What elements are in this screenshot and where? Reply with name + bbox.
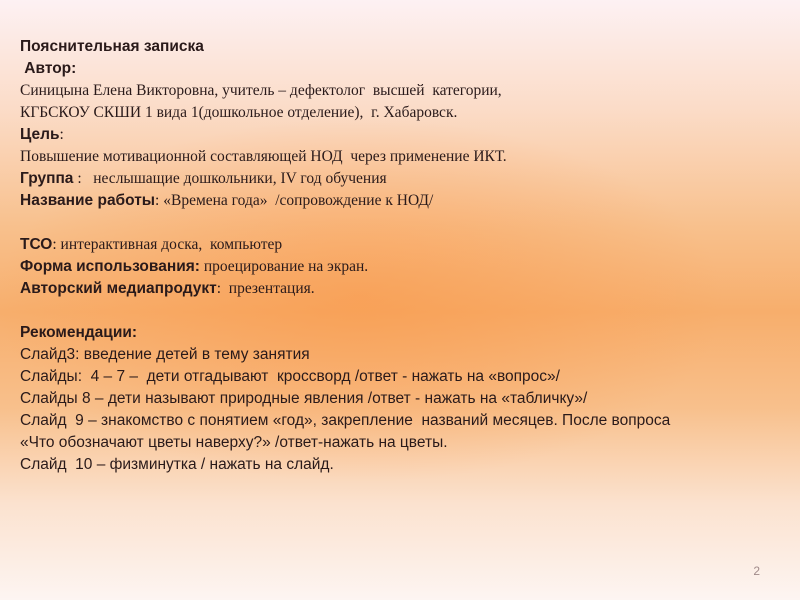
author-organization: КГБСКОУ СКШИ 1 вида 1(дошкольное отделение), г. Хабаровск. xyxy=(20,104,458,121)
note-title: Пояснительная записка xyxy=(20,38,204,55)
recommendations-heading: Рекомендации: xyxy=(20,324,138,341)
media-product-line xyxy=(20,278,790,300)
group-label: Группа xyxy=(20,170,74,187)
spacer xyxy=(20,212,790,234)
usage-form-line xyxy=(20,256,790,278)
recommendation-item: «Что обозначают цветы наверху?» /ответ-нажать на цветы. xyxy=(20,434,448,451)
recommendation-item: Слайды 8 – дети называют природные явления /ответ - нажать на «табличку»/ xyxy=(20,390,588,407)
spacer xyxy=(20,300,790,322)
work-title-line xyxy=(20,190,790,212)
group-line xyxy=(20,168,790,190)
tso-text: : интерактивная доска, компьютер xyxy=(52,236,283,253)
goal-colon: : xyxy=(59,126,64,143)
goal-label: Цель xyxy=(20,126,60,143)
author-name: Синицына Елена Викторовна, учитель – дефектолог высшей категории, xyxy=(20,82,502,99)
explanatory-note xyxy=(20,36,790,476)
goal-text: Повышение мотивационной составляющей НОД через применение ИКТ. xyxy=(20,148,507,165)
usage-form-label: Форма использования: xyxy=(20,258,200,275)
page-number: 2 xyxy=(753,564,760,578)
recommendation-item: Слайды: 4 – 7 – дети отгадывают кроссворд /ответ - нажать на «вопрос»/ xyxy=(20,368,560,385)
recommendation-item: Слайд3: введение детей в тему занятия xyxy=(20,346,310,363)
author-label: Автор: xyxy=(20,60,77,77)
recommendation-item: Слайд 10 – физминутка / нажать на слайд. xyxy=(20,456,334,473)
tso-label: ТСО xyxy=(20,236,53,253)
work-title-label: Название работы xyxy=(20,192,156,209)
goal-heading xyxy=(20,124,790,146)
recommendation-item: Слайд 9 – знакомство с понятием «год», закрепление названий месяцев. После вопроса xyxy=(20,412,671,429)
usage-form-text: проецирование на экран. xyxy=(199,258,369,275)
media-product-label: Авторский медиапродукт xyxy=(20,280,217,297)
group-separator: : xyxy=(73,170,94,187)
media-product-text: : презентация. xyxy=(216,280,315,297)
group-text: неслышащие дошкольники, IV год обучения xyxy=(93,170,387,187)
tso-line xyxy=(20,234,790,256)
work-title-text: : «Времена года» /сопровождение к НОД/ xyxy=(155,192,434,209)
